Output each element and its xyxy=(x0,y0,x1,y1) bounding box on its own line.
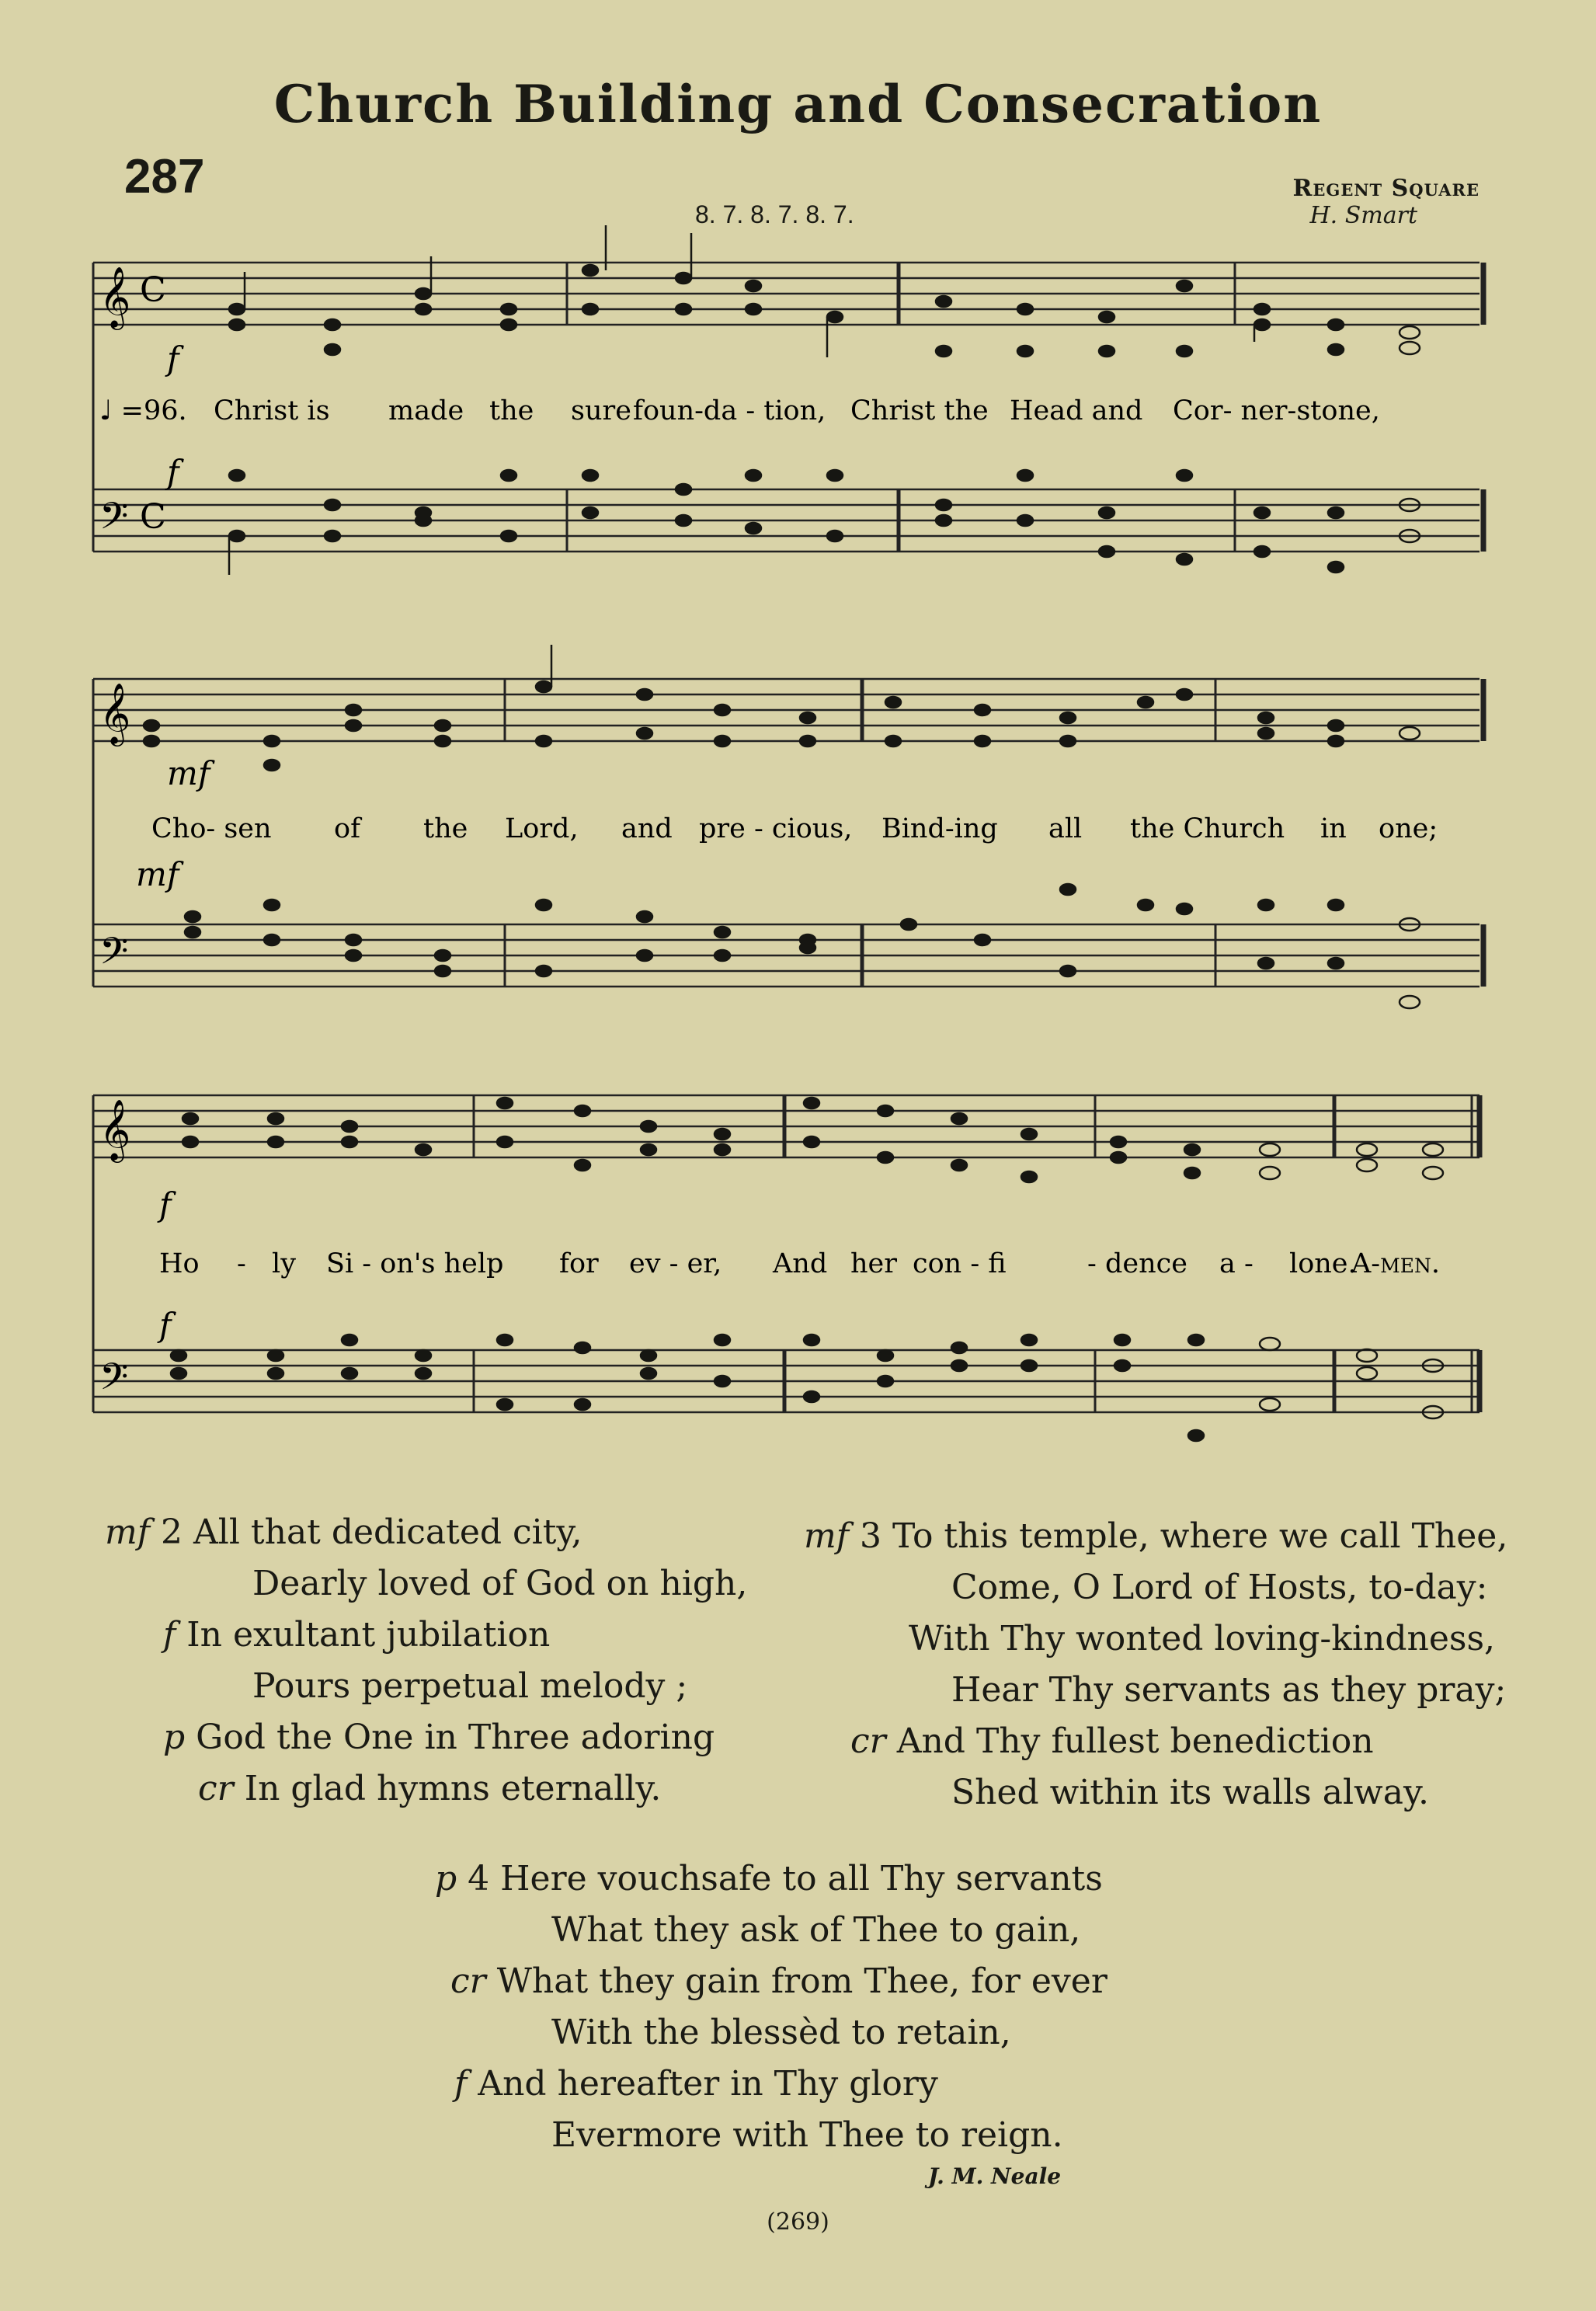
lyric: Cor- ner-stone, xyxy=(1173,395,1380,426)
common-time-icon: C xyxy=(140,270,166,310)
dynamic-mark: mf xyxy=(136,855,179,893)
lyric: And xyxy=(773,1248,828,1279)
author: J. M. Neale xyxy=(928,2163,1062,2189)
treble-staff-1 xyxy=(93,263,1480,325)
lyric: lone. xyxy=(1289,1248,1357,1279)
tempo-mark: ♩ =96. xyxy=(99,395,187,426)
lyric: - xyxy=(237,1248,246,1279)
hymn-number: 287 xyxy=(124,150,205,204)
lyric: her xyxy=(850,1248,897,1279)
verse-line: Pours perpetual melody ; xyxy=(252,1666,688,1706)
lyric: one; xyxy=(1379,813,1438,844)
lyric: for xyxy=(559,1248,599,1279)
bass-staff-1 xyxy=(93,489,1480,552)
page-number: (269) xyxy=(767,2208,829,2236)
lyric: Head and xyxy=(1010,395,1143,426)
lyric: Bind-ing xyxy=(881,813,998,844)
verse-line: Shed within its walls alway. xyxy=(951,1773,1429,1812)
verse-line: Dearly loved of God on high, xyxy=(252,1564,748,1603)
lyric: A-men. xyxy=(1351,1248,1440,1279)
verse-line: p 4 Here vouchsafe to all Thy servants xyxy=(435,1859,1103,1899)
verse-line: Come, O Lord of Hosts, to-day: xyxy=(951,1568,1488,1607)
lyric: foun-da - tion, xyxy=(633,395,826,426)
system-2 xyxy=(93,645,1483,1008)
dynamic-mark: f xyxy=(167,339,179,378)
lyric: ly xyxy=(272,1248,296,1279)
lyric: con - fi xyxy=(913,1248,1007,1279)
dynamic-mark: f xyxy=(167,453,179,491)
lyric: Christ the xyxy=(850,395,989,426)
verse-line: mf 3 To this temple, where we call Thee, xyxy=(804,1516,1508,1556)
treble-clef-icon: 𝄞 xyxy=(99,1099,131,1161)
verse-line: With Thy wonted loving-kindness, xyxy=(909,1619,1496,1658)
system-3 xyxy=(93,1095,1480,1441)
lyrics-1 xyxy=(214,395,1380,426)
lyric: all xyxy=(1048,813,1083,844)
verse-line: cr What they gain from Thee, for ever xyxy=(450,1961,1107,2001)
lyric: made xyxy=(388,395,464,426)
verse-line: What they ask of Thee to gain, xyxy=(551,1910,1081,1950)
dynamic-mark: f xyxy=(159,1306,172,1344)
lyrics-2 xyxy=(151,813,1438,844)
verse-line: cr And Thy fullest benediction xyxy=(850,1721,1374,1761)
lyric: pre - cious, xyxy=(699,813,853,844)
verse-line: mf 2 All that dedicated city, xyxy=(105,1512,582,1552)
tune-name: Regent Square xyxy=(1292,175,1480,202)
bass-clef-icon: 𝄢 xyxy=(99,929,129,982)
lyric: sure xyxy=(571,395,631,426)
lyric: a - xyxy=(1219,1248,1254,1279)
meter: 8. 7. 8. 7. 8. 7. xyxy=(695,200,854,228)
bass-clef-icon: 𝄢 xyxy=(99,494,129,547)
treble-clef-icon: 𝄞 xyxy=(99,683,131,744)
lyric: of xyxy=(334,813,361,844)
lyric: the xyxy=(489,395,534,426)
lyric: in xyxy=(1320,813,1347,844)
verse-line: f And hereafter in Thy glory xyxy=(454,2064,938,2104)
verse-line: cr In glad hymns eternally. xyxy=(198,1769,662,1808)
dynamic-mark: f xyxy=(159,1185,172,1223)
lyric: the xyxy=(423,813,468,844)
lyric: Christ is xyxy=(214,395,330,426)
lyric: Lord, xyxy=(505,813,579,844)
lyric: ev - er, xyxy=(629,1248,722,1279)
dynamic-mark: mf xyxy=(167,754,210,792)
bass-clef-icon: 𝄢 xyxy=(99,1355,129,1408)
lyric: Cho- sen xyxy=(151,813,272,844)
lyric: the Church xyxy=(1130,813,1285,844)
composer: H. Smart xyxy=(1309,202,1417,229)
bass-staff-2 xyxy=(93,924,1480,987)
verse-line: With the blessèd to retain, xyxy=(551,2013,1011,2052)
lyrics-3 xyxy=(159,1248,1440,1279)
treble-clef-icon: 𝄞 xyxy=(99,266,131,328)
verse-line: p God the One in Three adoring xyxy=(163,1718,715,1757)
lyric: Ho xyxy=(159,1248,200,1279)
system-1 xyxy=(93,225,1483,575)
section-title: Church Building and Consecration xyxy=(273,74,1323,134)
verse-line: f In exultant jubilation xyxy=(163,1615,551,1655)
lyric: - dence xyxy=(1087,1248,1187,1279)
verse-line: Hear Thy servants as they pray; xyxy=(951,1670,1507,1710)
common-time-icon: C xyxy=(140,497,166,537)
verse-line: Evermore with Thee to reign. xyxy=(551,2115,1063,2155)
lyric: Si - on's help xyxy=(326,1248,504,1279)
lyric: and xyxy=(621,813,673,844)
